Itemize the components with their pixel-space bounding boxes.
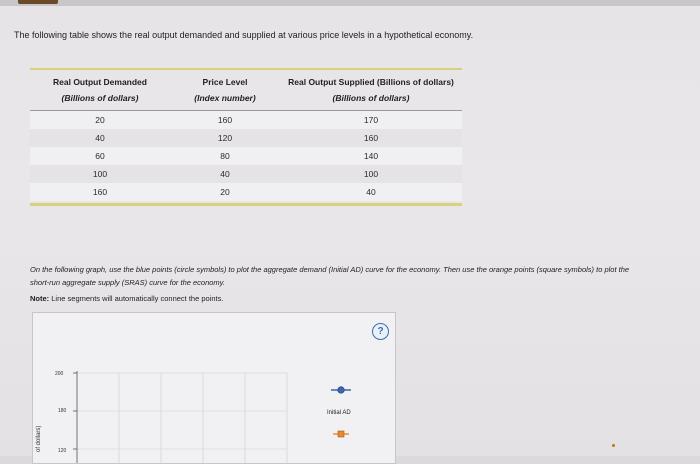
cell-demanded: 20 [95,115,105,125]
cell-demanded: 100 [92,169,108,179]
table-row [30,111,462,129]
note-body: Line segments will automatically connect the points. [49,294,224,303]
cell-price: 20 [220,187,230,197]
header-sub: (Billions of dollars) [61,93,139,103]
cell-supplied: 40 [366,187,376,197]
cell-supplied: 100 [363,169,379,179]
legend-ad-marker[interactable] [331,387,351,394]
header-title: Price Level [202,77,248,87]
table-header [30,70,462,110]
header-title: Real Output Demanded [53,77,147,87]
legend-ad-label: Initial AD [327,410,351,416]
table-body [30,110,462,201]
help-icon[interactable]: ? [372,323,389,340]
header-sub: (Index number) [194,93,256,103]
cursor-marker [612,444,615,447]
y-tick-label: 200 [55,371,64,377]
table-row [30,147,462,165]
cell-price: 80 [220,151,230,161]
cell-price: 40 [220,169,230,179]
graph-panel[interactable] [32,312,396,464]
table-rule-bottom [30,203,462,206]
top-tab [18,0,58,4]
note-text [30,294,223,303]
data-table [30,68,462,206]
top-bar [0,0,700,6]
y-tick-label: 180 [58,408,67,414]
cell-price: 160 [217,115,233,125]
header-title: Real Output Supplied (Billions of dollars) [288,77,454,87]
header-output-demanded [30,74,170,110]
cell-supplied: 140 [363,151,379,161]
y-axis-label: of dollars) [36,425,42,452]
cell-demanded: 40 [95,133,105,143]
legend-sras-marker[interactable] [333,431,349,437]
header-price-level [170,74,280,110]
cell-supplied: 170 [363,115,379,125]
intro-text: The following table shows the real output demanded and supplied at various price levels in a hypothetical economy. [14,30,474,40]
table-row [30,129,462,147]
table-row [30,165,462,183]
cell-demanded: 60 [95,151,105,161]
note-label: Note: [30,294,50,303]
cell-price: 120 [217,133,233,143]
header-sub: (Billions of dollars) [332,93,410,103]
header-output-supplied [280,74,462,110]
table-row [30,183,462,201]
y-tick-label: 120 [58,448,67,454]
cell-demanded: 160 [92,187,108,197]
instructions-text: On the following graph, use the blue points (circle symbols) to plot the aggregate demand (Initial AD) curve for the economy. Then use the orange points (square symbols) to plot the short-run aggregate supply (SRAS) curve for the economy. [30,265,630,287]
graph-canvas[interactable] [33,313,395,463]
cell-supplied: 160 [363,133,379,143]
